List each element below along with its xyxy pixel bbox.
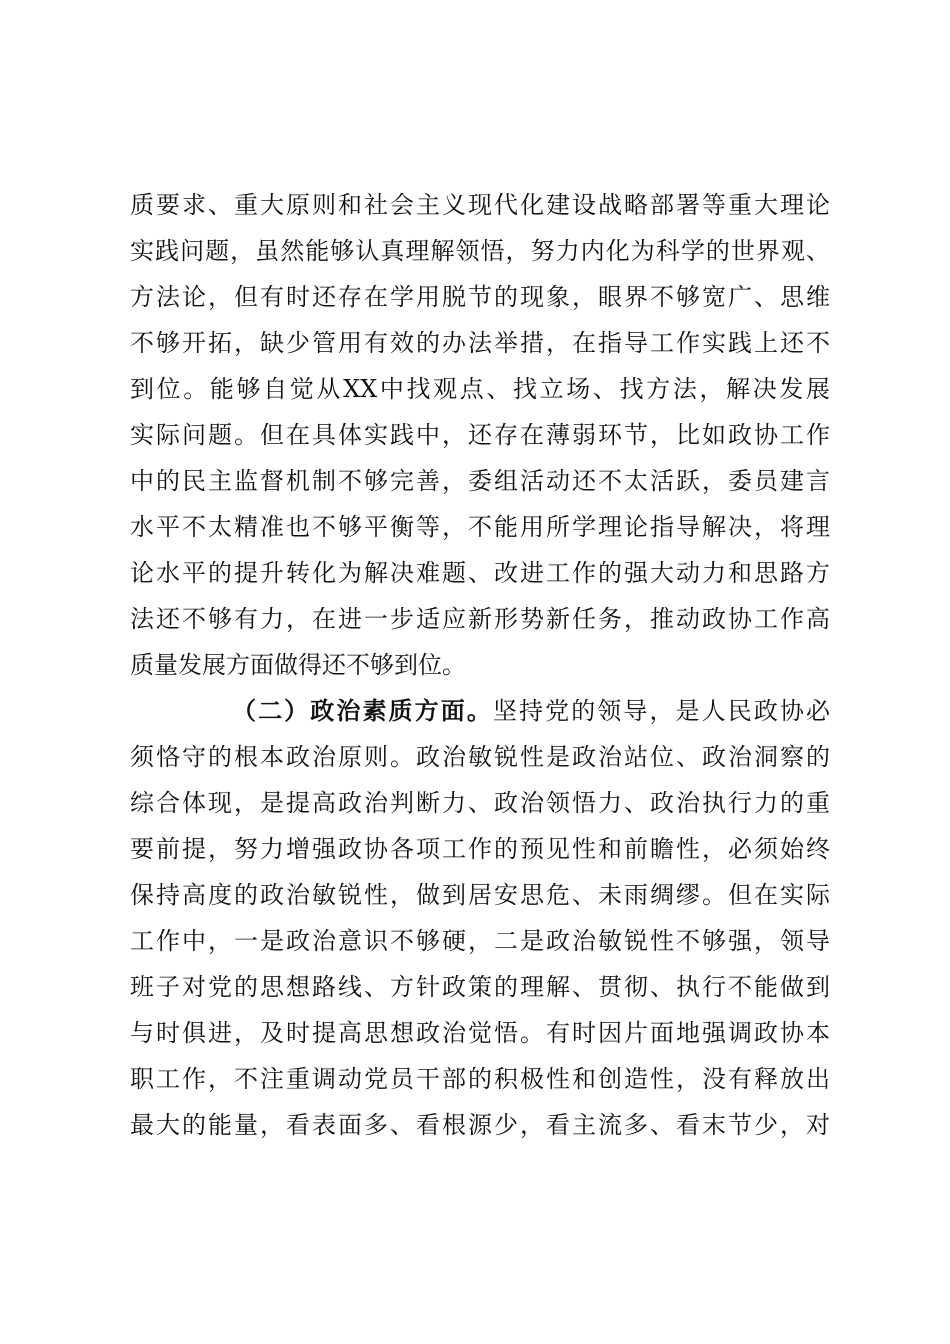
text-line: 实际问题。但在具体实践中，还存在薄弱环节，比如政协工作 (130, 421, 830, 449)
text-line: 到位。能够自觉从XX中找观点、找立场、找方法，解决发展 (130, 375, 830, 403)
text-line: 论水平的提升转化为解决难题、改进工作的强大动力和思路方 (130, 559, 830, 587)
text-line: 方法论，但有时还存在学用脱节的现象，眼界不够宽广、思维 (130, 283, 830, 311)
paragraph-political-quality (130, 688, 830, 1148)
section-heading: （二）政治素质方面。 (232, 696, 493, 725)
text-line: 中的民主监督机制不够完善，委组活动还不太活跃，委员建言 (130, 467, 830, 495)
text-line: 法还不够有力，在进一步适应新形势新任务，推动政协工作高 (130, 605, 830, 633)
text-line: 实践问题，虽然能够认真理解领悟，努力内化为科学的世界观、 (130, 237, 830, 265)
text-fragment: 坚持党的领导，是人民政协必 (492, 697, 831, 725)
text-line: 与时俱进，及时提高思想政治觉悟。有时因片面地强调政协本 (130, 1019, 830, 1047)
text-line: 职工作，不注重调动党员干部的积极性和创造性，没有释放出 (130, 1065, 830, 1093)
text-line: 不够开拓，缺少管用有效的办法举措，在指导工作实践上还不 (130, 329, 830, 357)
text-line: 最大的能量，看表面多、看根源少，看主流多、看末节少，对 (130, 1111, 830, 1139)
document-body (130, 182, 830, 1148)
text-line: 综合体现，是提高政治判断力、政治领悟力、政治执行力的重 (130, 789, 830, 817)
text-line: 质量发展方面做得还不够到位。 (130, 651, 466, 679)
text-line: 工作中，一是政治意识不够硬，二是政治敏锐性不够强，领导 (130, 927, 830, 955)
text-line: 质要求、重大原则和社会主义现代化建设战略部署等重大理论 (130, 191, 830, 219)
paragraph-theory (130, 182, 830, 688)
text-line: 水平不太精准也不够平衡等，不能用所学理论指导解决，将理 (130, 513, 830, 541)
text-line: 要前提，努力增强政协各项工作的预见性和前瞻性，必须始终 (130, 835, 830, 863)
paragraph-first-line (130, 688, 830, 734)
text-line: 保持高度的政治敏锐性，做到居安思危、未雨绸缪。但在实际 (130, 881, 830, 909)
text-line: 须恪守的根本政治原则。政治敏锐性是政治站位、政治洞察的 (130, 743, 830, 771)
text-line: 班子对党的思想路线、方针政策的理解、贯彻、执行不能做到 (130, 973, 830, 1001)
